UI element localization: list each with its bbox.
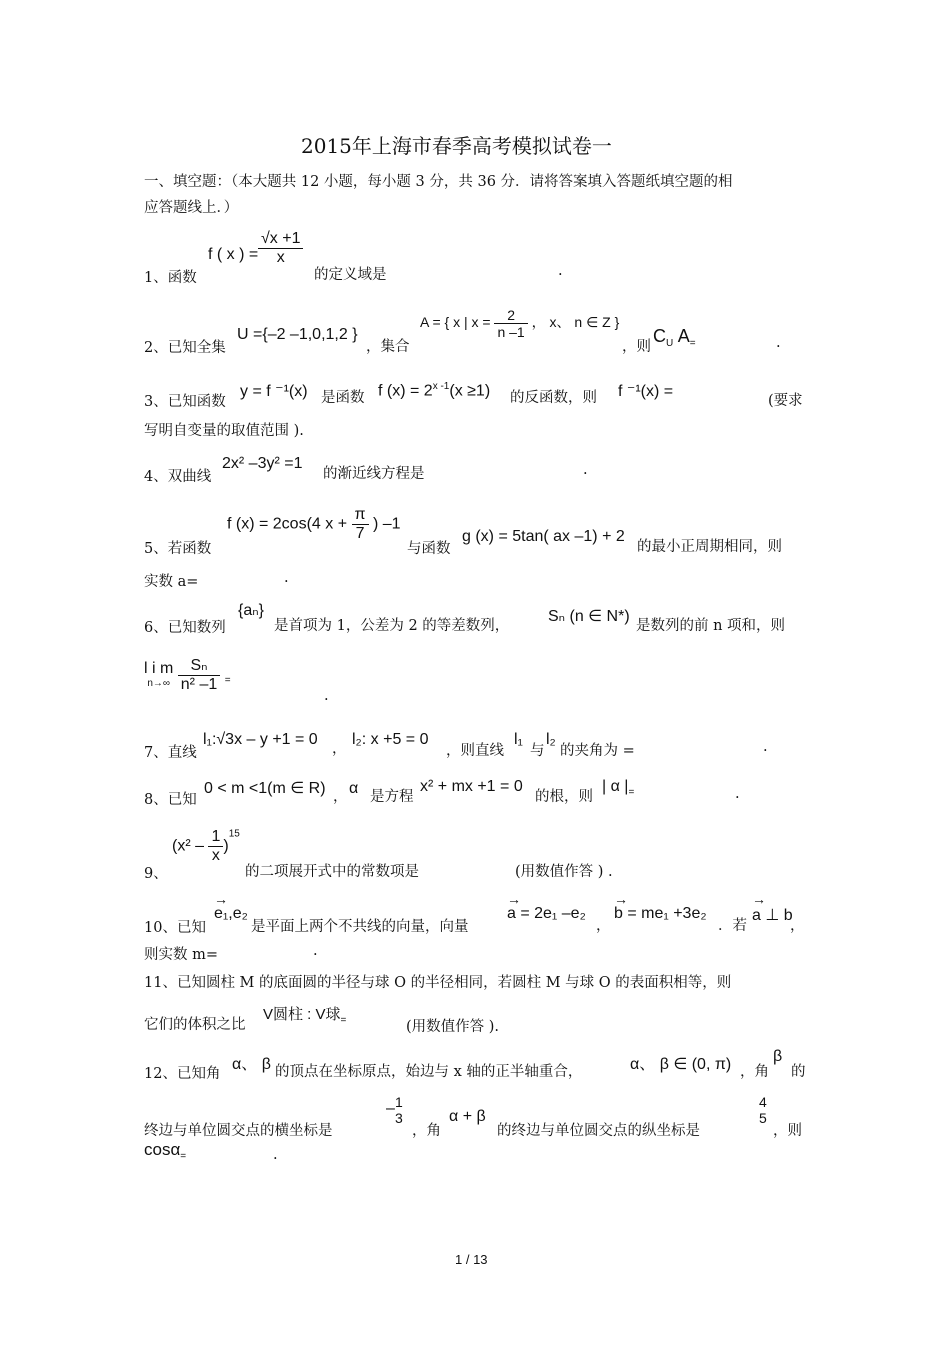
q12-text3: 的	[791, 1064, 806, 1080]
q5-text2: 的最小正周期相同，则	[637, 539, 782, 555]
q9-frac-num: 1	[208, 828, 223, 847]
q6-lim	[144, 655, 231, 694]
q4-number: 4、双曲线	[144, 469, 212, 485]
section-header-cont: 应答题线上．）	[144, 200, 239, 216]
q12-frac1-den: 3	[395, 1110, 403, 1126]
q8-expr3	[602, 778, 634, 798]
q12-eq: =	[180, 1151, 187, 1163]
q6-text2: 是数列的前 n 项和，则	[636, 618, 786, 634]
q6-text1: 是首项为 1，公差为 2 的等差数列，	[274, 618, 510, 634]
q3-number: 3、已知函数	[144, 394, 226, 410]
q3-expr3: f ⁻¹(x) =	[618, 383, 674, 400]
q11-expr	[263, 1003, 346, 1026]
q10-line2: 则实数 m=	[144, 947, 219, 963]
q7-expr2: l₂: x +5 = 0	[352, 731, 429, 748]
q6-lim-word: l i m	[144, 660, 174, 677]
q1-fx: f ( x ) =	[208, 246, 259, 263]
q6-number: 6、已知数列	[144, 620, 226, 636]
q8-alpha: α	[349, 780, 359, 797]
q9-exponent: 15	[228, 828, 240, 840]
q12-frac1-num: 1	[395, 1094, 403, 1110]
q2-c: C	[653, 326, 666, 346]
q8-end: .	[735, 786, 740, 802]
q12-end: .	[273, 1147, 278, 1163]
q1-fraction	[258, 230, 303, 267]
q9-frac-den: x	[211, 847, 220, 864]
q5-seven: 7	[355, 525, 365, 542]
q12-frac2-num: 4	[759, 1094, 767, 1110]
q3-expr1: y = f ⁻¹(x)	[240, 383, 308, 400]
q1-numerator: √x +1	[258, 230, 303, 249]
q10-end: .	[313, 943, 318, 959]
q2-number: 2、已知全集	[144, 340, 226, 356]
q12-cos	[144, 1140, 186, 1162]
q12-text5: 的终边与单位圆交点的纵坐标是	[497, 1123, 700, 1139]
q4-end: .	[583, 462, 588, 478]
q8-comma: ，	[333, 789, 348, 805]
q8-expr2: x² + mx +1 = 0	[420, 778, 523, 795]
q5-end: .	[284, 570, 289, 586]
q2-text2: ，则	[622, 339, 651, 355]
q2-universal-set: U ={–2 –1,0,1,2 }	[237, 326, 358, 343]
q12-text2: ，角	[740, 1064, 769, 1080]
q11-ratio: V圆柱 : V球	[263, 1006, 341, 1023]
page-title: 2015年上海市春季高考模拟试卷一	[301, 134, 612, 158]
q6-frac-num: Sₙ	[178, 655, 220, 676]
q5-expr2: g (x) = 5tan( ax –1) + 2	[462, 528, 625, 545]
q10-perp: → a ⊥ b	[752, 905, 793, 925]
q12-neg: –	[386, 1100, 395, 1117]
q10-vector-b: → b = me₁ +3e₂	[614, 905, 707, 923]
q10-expr1	[214, 905, 248, 923]
q7-text1: ，则直线	[446, 743, 504, 759]
q1-denominator: x	[276, 249, 285, 266]
q2-set-a-tail: ， x、 n ∈ Z }	[531, 314, 620, 331]
q5-line2: 实数 a=	[144, 574, 199, 590]
q10-vector-a: → a = 2e₁ –e₂	[507, 905, 586, 923]
q4-expr: 2x² –3y² =1	[222, 455, 303, 472]
q3-line2: 写明自变量的取值范围 ).	[144, 423, 304, 439]
q8-text2: 的根，则	[535, 789, 593, 805]
q12-frac2	[756, 1094, 770, 1126]
q7-text2: 与	[530, 743, 545, 759]
q6-eq: =	[224, 674, 231, 686]
q3-expr2-sup: x -1	[432, 381, 450, 392]
q8-text1: 是方程	[370, 789, 414, 805]
q5-expr1-b: ) –1	[373, 515, 401, 533]
q1-number: 1、函数	[144, 270, 197, 286]
q2-set-a	[420, 307, 619, 340]
q11-text2: (用数值作答 ).	[406, 1019, 500, 1035]
q10-comma2: ，	[790, 918, 805, 934]
q12-beta: β	[773, 1048, 783, 1065]
q6-end: .	[324, 688, 329, 704]
q3-text3: (要求	[768, 393, 803, 409]
q10-comma1: ，	[596, 918, 611, 934]
q12-expr2: α、 β ∈ (0, π)	[630, 1056, 732, 1073]
q2-fraction-num: 2	[494, 307, 527, 324]
q11-text1: 它们的体积之比	[144, 1017, 246, 1033]
q12-text4: ，角	[412, 1123, 441, 1139]
q12-expr3: α + β	[449, 1108, 486, 1125]
q10-expr4	[752, 905, 793, 925]
q9-expr-b: )	[223, 837, 229, 855]
q5-pi: π	[352, 506, 369, 525]
q3-expr2-cond: (x ≥1)	[449, 382, 491, 400]
q6-expr1: {aₙ}	[238, 602, 264, 619]
page-number: 1 / 13	[455, 1252, 488, 1267]
q11-eq: =	[340, 1015, 347, 1026]
q12-expr1: α、 β	[232, 1056, 271, 1073]
q5-expr1-a: f (x) = 2cos(4 x +	[227, 515, 348, 533]
q3-expr2-base: f (x) = 2	[378, 382, 433, 400]
q1-end: .	[558, 263, 563, 279]
q7-end: .	[763, 739, 768, 755]
q2-eq: =	[689, 338, 696, 350]
q8-expr1: 0 < m <1(m ∈ R)	[204, 780, 326, 797]
q9-expr	[172, 828, 240, 865]
q12-cos-alpha: cosα	[144, 1140, 181, 1159]
q2-fraction-den: n –1	[497, 324, 525, 340]
section-header: 一、填空题：（本大题共 12 小题，每小题 3 分，共 36 分．请将答案填入答题纸填空题的相	[144, 174, 733, 190]
q3-text2: 的反函数，则	[510, 390, 597, 406]
q10-number: 10、已知	[144, 920, 206, 936]
q12-line2: 终边与单位圆交点的横坐标是	[144, 1123, 333, 1139]
q6-lim-sub: n→∞	[147, 678, 171, 689]
q3-expr2	[378, 381, 490, 400]
q7-text3: 的夹角为 =	[560, 743, 635, 759]
q7-number: 7、直线	[144, 745, 197, 761]
q2-text1: ，集合	[366, 339, 410, 355]
q12-frac1	[392, 1094, 406, 1126]
q7-expr1: l₁:√3x – y +1 = 0	[203, 731, 318, 748]
q5-text1: 与函数	[407, 541, 451, 557]
q10-text1: 是平面上两个不共线的向量，向量	[251, 919, 469, 935]
q8-number: 8、已知	[144, 792, 197, 808]
q12-number: 12、已知角	[144, 1066, 221, 1082]
q8-eq: =	[628, 787, 635, 799]
q6-expr2: Sₙ (n ∈ N*)	[548, 608, 630, 625]
q9-expr-a: (x² –	[172, 837, 204, 855]
q10-text2: ．若	[718, 918, 747, 934]
q7-l1: l₁	[514, 731, 523, 748]
q12-text6: ，则	[773, 1123, 802, 1139]
q1-text: 的定义域是	[314, 267, 387, 283]
q7-l2: l₂	[546, 731, 556, 748]
q10-expr3	[614, 905, 707, 923]
q3-text1: 是函数	[321, 390, 365, 406]
q9-text1: 的二项展开式中的常数项是	[245, 864, 419, 880]
q6-frac-den: n² –1	[180, 676, 218, 693]
q11-line1: 11、已知圆柱 M 的底面圆的半径与球 O 的半径相同，若圆柱 M 与球 O 的表面积相等，则	[144, 975, 732, 991]
q9-number: 9、	[144, 866, 168, 882]
q4-text: 的渐近线方程是	[323, 466, 425, 482]
q8-abs-alpha: | α |	[602, 778, 629, 795]
q9-text2: (用数值作答 ) .	[515, 864, 613, 880]
q2-end: .	[776, 335, 781, 351]
q10-expr2	[507, 905, 586, 923]
q12-frac2-den: 5	[759, 1110, 767, 1126]
q2-set-a-head: A = { x | x =	[420, 314, 491, 331]
q5-number: 5、若函数	[144, 541, 212, 557]
q5-expr1	[227, 506, 401, 543]
q7-comma: ，	[332, 741, 347, 757]
q10-e-vectors: → e₁,e₂	[214, 905, 248, 923]
q2-ca: A	[677, 326, 690, 346]
q12-text1: 的顶点在坐标原点，始边与 x 轴的正半轴重合，	[275, 1064, 583, 1080]
q2-complement	[653, 326, 696, 349]
q2-c-sub: U	[666, 338, 674, 350]
